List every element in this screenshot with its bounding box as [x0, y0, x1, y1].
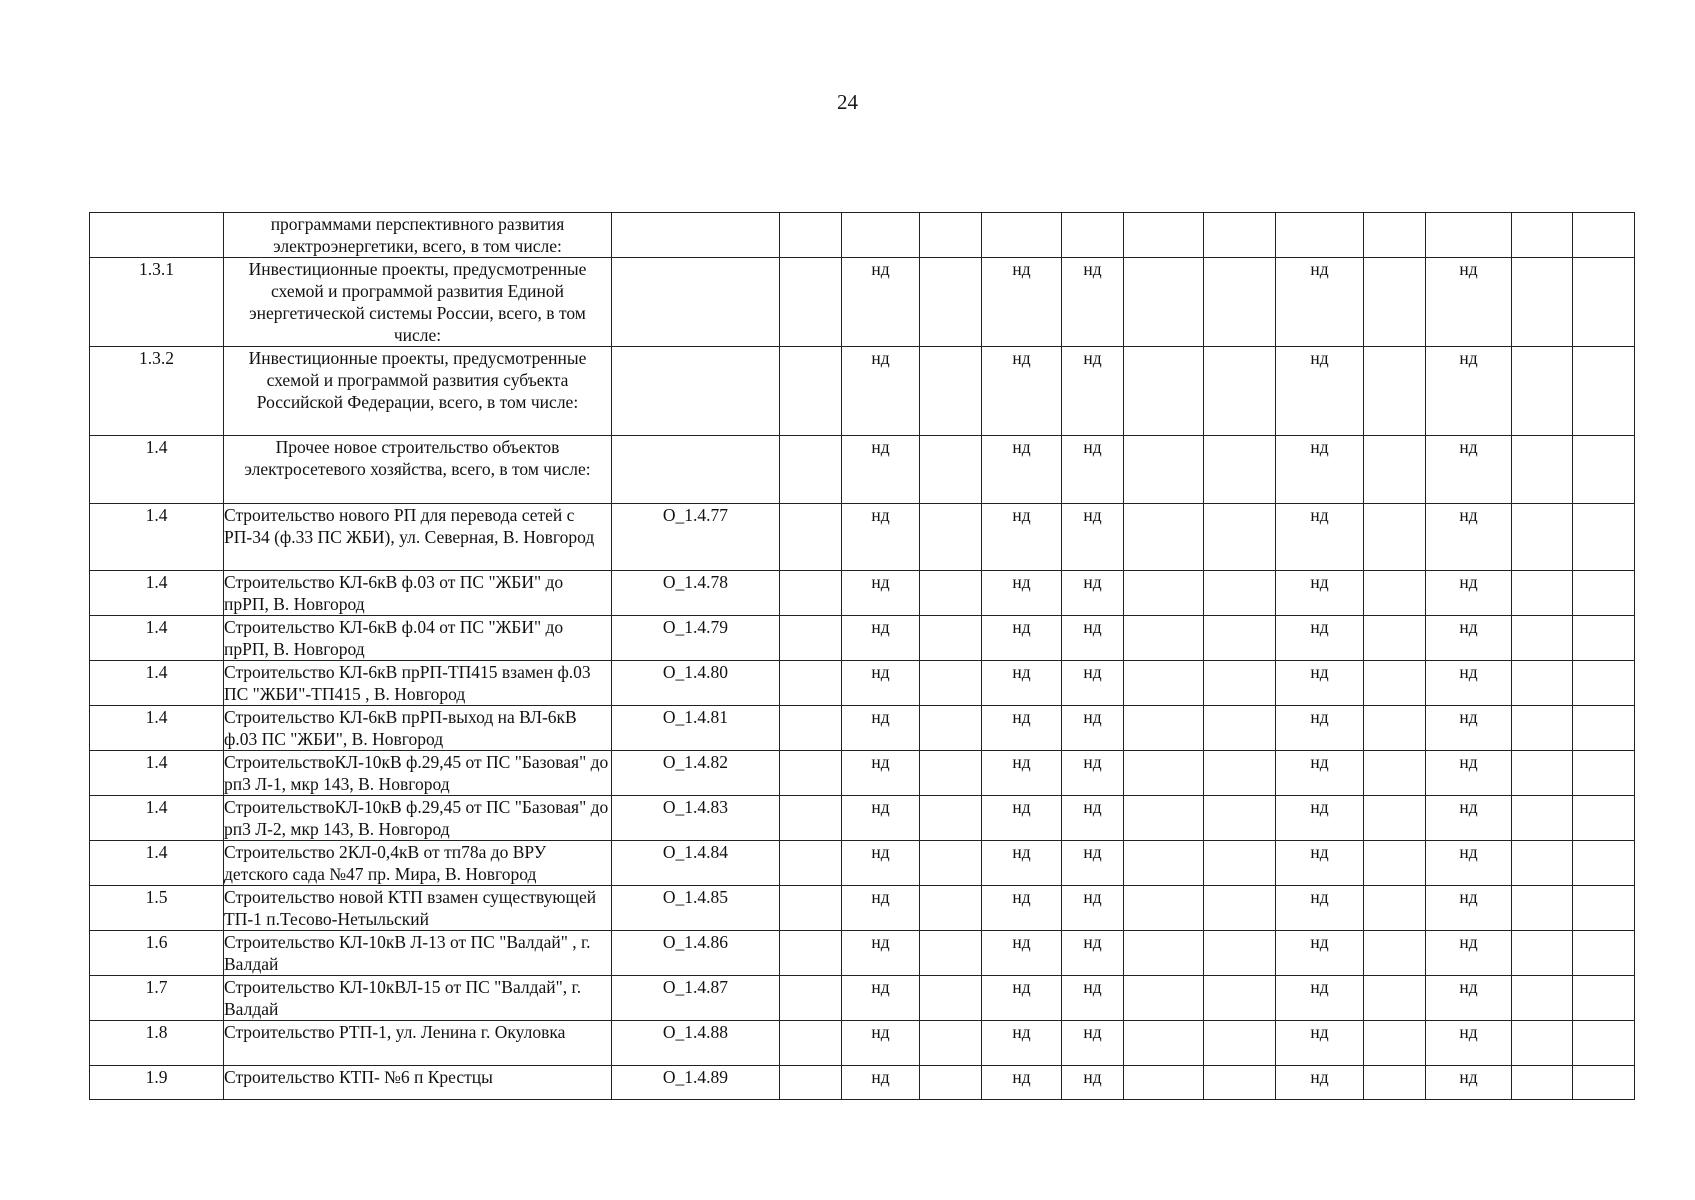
empty-cell — [982, 213, 1062, 258]
row-number-cell — [90, 706, 224, 751]
empty-cell — [1512, 706, 1573, 751]
nd-cell: нд — [1062, 571, 1124, 616]
empty-cell — [1573, 258, 1635, 347]
empty-cell — [920, 347, 982, 436]
row-number — [90, 213, 223, 214]
nd-cell: нд — [1276, 976, 1364, 1021]
empty-cell — [920, 436, 982, 504]
row-number-cell — [90, 571, 224, 616]
project-name: Строительство новой КТП взамен существующей ТП-1 п.Тесово-Нетыльский — [224, 886, 612, 931]
project-code — [612, 213, 780, 258]
empty-cell — [1512, 258, 1573, 347]
project-code: О_1.4.89 — [612, 1066, 780, 1100]
nd-cell: нд — [1426, 347, 1512, 436]
empty-cell — [1124, 504, 1204, 571]
nd-cell: нд — [842, 661, 920, 706]
table-row — [90, 841, 1635, 886]
nd-cell: нд — [1276, 571, 1364, 616]
empty-cell — [1204, 1021, 1276, 1066]
nd-cell: нд — [982, 661, 1062, 706]
nd-cell: нд — [1426, 616, 1512, 661]
project-code: О_1.4.78 — [612, 571, 780, 616]
empty-cell — [1204, 347, 1276, 436]
empty-cell — [1512, 571, 1573, 616]
nd-cell: нд — [1426, 886, 1512, 931]
empty-cell — [1512, 504, 1573, 571]
nd-cell: нд — [1276, 661, 1364, 706]
empty-cell — [920, 706, 982, 751]
empty-cell — [1364, 1021, 1426, 1066]
nd-cell: нд — [1062, 1066, 1124, 1100]
empty-cell — [780, 1066, 842, 1100]
nd-cell: нд — [1062, 976, 1124, 1021]
empty-cell — [1573, 436, 1635, 504]
empty-cell — [1364, 616, 1426, 661]
empty-cell — [1124, 796, 1204, 841]
table-row — [90, 571, 1635, 616]
empty-cell — [1512, 347, 1573, 436]
row-number: 1.8 — [145, 1022, 168, 1042]
table-row — [90, 886, 1635, 931]
empty-cell — [920, 661, 982, 706]
nd-cell: нд — [1276, 504, 1364, 571]
empty-cell — [1276, 213, 1364, 258]
row-number: 1.3.1 — [139, 259, 174, 279]
nd-cell: нд — [842, 347, 920, 436]
empty-cell — [920, 213, 982, 258]
empty-cell — [920, 886, 982, 931]
nd-cell: нд — [982, 571, 1062, 616]
nd-cell: нд — [1276, 751, 1364, 796]
row-number-cell — [90, 1066, 224, 1100]
empty-cell — [780, 931, 842, 976]
nd-cell: нд — [1426, 258, 1512, 347]
empty-cell — [1512, 436, 1573, 504]
empty-cell — [1124, 841, 1204, 886]
row-number: 1.4 — [145, 437, 168, 457]
nd-cell: нд — [982, 841, 1062, 886]
empty-cell — [1364, 504, 1426, 571]
empty-cell — [1124, 258, 1204, 347]
nd-cell: нд — [982, 706, 1062, 751]
empty-cell — [1512, 841, 1573, 886]
empty-cell — [1204, 841, 1276, 886]
empty-cell — [1124, 616, 1204, 661]
empty-cell — [780, 661, 842, 706]
nd-cell: нд — [842, 976, 920, 1021]
empty-cell — [1204, 886, 1276, 931]
empty-cell — [1573, 1021, 1635, 1066]
project-code: О_1.4.82 — [612, 751, 780, 796]
empty-cell — [1124, 1066, 1204, 1100]
table-body — [90, 213, 1635, 1100]
nd-cell: нд — [982, 931, 1062, 976]
empty-cell — [1573, 661, 1635, 706]
row-number: 1.4 — [145, 617, 168, 637]
table-row — [90, 213, 1635, 258]
nd-cell: нд — [1276, 706, 1364, 751]
nd-cell: нд — [1276, 886, 1364, 931]
nd-cell: нд — [982, 616, 1062, 661]
nd-cell: нд — [842, 571, 920, 616]
empty-cell — [1573, 347, 1635, 436]
page-number: 24 — [837, 90, 858, 114]
empty-cell — [780, 436, 842, 504]
empty-cell — [1512, 1021, 1573, 1066]
empty-cell — [1204, 931, 1276, 976]
nd-cell: нд — [1062, 841, 1124, 886]
table-row — [90, 616, 1635, 661]
empty-cell — [1204, 213, 1276, 258]
table-row — [90, 706, 1635, 751]
nd-cell: нд — [842, 886, 920, 931]
empty-cell — [920, 571, 982, 616]
empty-cell — [780, 976, 842, 1021]
empty-cell — [780, 616, 842, 661]
nd-cell: нд — [1276, 616, 1364, 661]
row-number-cell — [90, 1021, 224, 1066]
nd-cell: нд — [1426, 1021, 1512, 1066]
nd-cell: нд — [1062, 1021, 1124, 1066]
row-number: 1.4 — [145, 572, 168, 592]
nd-cell: нд — [1062, 661, 1124, 706]
empty-cell — [780, 347, 842, 436]
nd-cell: нд — [1426, 841, 1512, 886]
empty-cell — [1124, 347, 1204, 436]
row-number: 1.7 — [145, 977, 168, 997]
project-code: О_1.4.85 — [612, 886, 780, 931]
nd-cell: нд — [982, 796, 1062, 841]
nd-cell: нд — [1062, 436, 1124, 504]
table-row — [90, 1066, 1635, 1100]
empty-cell — [780, 213, 842, 258]
nd-cell: нд — [1062, 931, 1124, 976]
empty-cell — [780, 571, 842, 616]
nd-cell: нд — [1276, 436, 1364, 504]
project-name: программами перспективного развития электроэнергетики, всего, в том числе: — [224, 213, 612, 258]
empty-cell — [1124, 213, 1204, 258]
empty-cell — [1204, 1066, 1276, 1100]
empty-cell — [1124, 571, 1204, 616]
table-row — [90, 976, 1635, 1021]
empty-cell — [1124, 661, 1204, 706]
row-number-cell — [90, 931, 224, 976]
empty-cell — [1204, 258, 1276, 347]
project-code — [612, 258, 780, 347]
empty-cell — [1204, 661, 1276, 706]
nd-cell: нд — [1276, 347, 1364, 436]
empty-cell — [1573, 751, 1635, 796]
row-number: 1.6 — [145, 932, 168, 952]
table-row — [90, 796, 1635, 841]
row-number: 1.5 — [145, 887, 168, 907]
table-row — [90, 1021, 1635, 1066]
empty-cell — [1364, 571, 1426, 616]
table-row — [90, 661, 1635, 706]
project-code — [612, 347, 780, 436]
empty-cell — [1573, 706, 1635, 751]
empty-cell — [780, 886, 842, 931]
empty-cell — [842, 213, 920, 258]
nd-cell: нд — [1276, 1021, 1364, 1066]
nd-cell: нд — [842, 616, 920, 661]
empty-cell — [1364, 436, 1426, 504]
table-row — [90, 751, 1635, 796]
empty-cell — [1426, 213, 1512, 258]
nd-cell: нд — [842, 796, 920, 841]
empty-cell — [1204, 571, 1276, 616]
empty-cell — [920, 504, 982, 571]
empty-cell — [1124, 706, 1204, 751]
nd-cell: нд — [982, 436, 1062, 504]
empty-cell — [780, 706, 842, 751]
nd-cell: нд — [1062, 796, 1124, 841]
nd-cell: нд — [842, 931, 920, 976]
empty-cell — [920, 258, 982, 347]
empty-cell — [1364, 796, 1426, 841]
project-name: Строительство КЛ-10кВЛ-15 от ПС "Валдай", г. Валдай — [224, 976, 612, 1021]
empty-cell — [780, 258, 842, 347]
empty-cell — [920, 751, 982, 796]
nd-cell: нд — [842, 706, 920, 751]
nd-cell: нд — [1426, 706, 1512, 751]
empty-cell — [780, 796, 842, 841]
empty-cell — [1204, 976, 1276, 1021]
project-name: Инвестиционные проекты, предусмотренные схемой и программой развития субъекта Российской Федерации, всего, в том числе: — [224, 347, 612, 436]
empty-cell — [1512, 886, 1573, 931]
nd-cell: нд — [1062, 706, 1124, 751]
project-name: Строительство КЛ-6кВ ф.03 от ПС "ЖБИ" до прРП, В. Новгород — [224, 571, 612, 616]
nd-cell: нд — [1276, 258, 1364, 347]
nd-cell: нд — [1426, 796, 1512, 841]
investment-table — [89, 212, 1635, 1100]
empty-cell — [1512, 1066, 1573, 1100]
nd-cell: нд — [1062, 258, 1124, 347]
empty-cell — [1124, 886, 1204, 931]
table-row — [90, 347, 1635, 436]
nd-cell: нд — [1062, 616, 1124, 661]
empty-cell — [1364, 706, 1426, 751]
row-number-cell — [90, 504, 224, 571]
row-number: 1.9 — [145, 1067, 168, 1087]
empty-cell — [920, 976, 982, 1021]
empty-cell — [1124, 1021, 1204, 1066]
nd-cell: нд — [1426, 436, 1512, 504]
row-number-cell — [90, 436, 224, 504]
empty-cell — [1573, 886, 1635, 931]
nd-cell: нд — [982, 347, 1062, 436]
row-number-cell — [90, 616, 224, 661]
empty-cell — [1573, 796, 1635, 841]
project-name: Строительство КЛ-6кВ ф.04 от ПС "ЖБИ" до прРП, В. Новгород — [224, 616, 612, 661]
empty-cell — [1364, 1066, 1426, 1100]
nd-cell: нд — [982, 504, 1062, 571]
empty-cell — [1573, 571, 1635, 616]
row-number: 1.4 — [145, 707, 168, 727]
empty-cell — [1062, 213, 1124, 258]
project-code: О_1.4.86 — [612, 931, 780, 976]
row-number: 1.4 — [145, 662, 168, 682]
empty-cell — [920, 616, 982, 661]
project-code: О_1.4.84 — [612, 841, 780, 886]
nd-cell: нд — [1062, 347, 1124, 436]
row-number: 1.4 — [145, 797, 168, 817]
nd-cell: нд — [1426, 504, 1512, 571]
empty-cell — [1364, 976, 1426, 1021]
project-code: О_1.4.88 — [612, 1021, 780, 1066]
nd-cell: нд — [1276, 841, 1364, 886]
empty-cell — [1204, 751, 1276, 796]
project-name: СтроительствоКЛ-10кВ ф.29,45 от ПС "Базовая" до рп3 Л-2, мкр 143, В. Новгород — [224, 796, 612, 841]
empty-cell — [1512, 751, 1573, 796]
empty-cell — [780, 751, 842, 796]
project-code: О_1.4.87 — [612, 976, 780, 1021]
nd-cell: нд — [982, 976, 1062, 1021]
empty-cell — [1573, 504, 1635, 571]
nd-cell: нд — [1276, 931, 1364, 976]
row-number-cell — [90, 751, 224, 796]
empty-cell — [1573, 213, 1635, 258]
nd-cell: нд — [842, 1021, 920, 1066]
nd-cell: нд — [842, 751, 920, 796]
project-name: СтроительствоКЛ-10кВ ф.29,45 от ПС "Базовая" до рп3 Л-1, мкр 143, В. Новгород — [224, 751, 612, 796]
empty-cell — [780, 504, 842, 571]
empty-cell — [1124, 751, 1204, 796]
project-code: О_1.4.81 — [612, 706, 780, 751]
nd-cell: нд — [982, 258, 1062, 347]
empty-cell — [1573, 976, 1635, 1021]
row-number-cell — [90, 796, 224, 841]
empty-cell — [1124, 436, 1204, 504]
empty-cell — [1364, 347, 1426, 436]
row-number: 1.4 — [145, 842, 168, 862]
nd-cell: нд — [842, 258, 920, 347]
nd-cell: нд — [842, 504, 920, 571]
nd-cell: нд — [982, 1021, 1062, 1066]
empty-cell — [1204, 706, 1276, 751]
nd-cell: нд — [842, 436, 920, 504]
empty-cell — [1124, 976, 1204, 1021]
empty-cell — [1124, 931, 1204, 976]
row-number-cell — [90, 976, 224, 1021]
project-code: О_1.4.80 — [612, 661, 780, 706]
project-code: О_1.4.77 — [612, 504, 780, 571]
row-number-cell — [90, 886, 224, 931]
empty-cell — [1512, 796, 1573, 841]
empty-cell — [1573, 841, 1635, 886]
nd-cell: нд — [842, 1066, 920, 1100]
empty-cell — [1364, 931, 1426, 976]
empty-cell — [920, 841, 982, 886]
project-name: Строительство КЛ-6кВ прРП-ТП415 взамен ф.03 ПС "ЖБИ"-ТП415 , В. Новгород — [224, 661, 612, 706]
nd-cell: нд — [1426, 1066, 1512, 1100]
project-name: Строительство КТП- №6 п Крестцы — [224, 1066, 612, 1100]
empty-cell — [1573, 931, 1635, 976]
nd-cell: нд — [1426, 976, 1512, 1021]
nd-cell: нд — [1426, 571, 1512, 616]
empty-cell — [1512, 213, 1573, 258]
project-name: Прочее новое строительство объектов электросетевого хозяйства, всего, в том числе: — [224, 436, 612, 504]
nd-cell: нд — [1276, 796, 1364, 841]
nd-cell: нд — [1062, 504, 1124, 571]
empty-cell — [1204, 436, 1276, 504]
empty-cell — [920, 931, 982, 976]
row-number: 1.4 — [145, 505, 168, 525]
project-code: О_1.4.83 — [612, 796, 780, 841]
empty-cell — [1512, 976, 1573, 1021]
empty-cell — [1364, 751, 1426, 796]
empty-cell — [920, 796, 982, 841]
project-name: Инвестиционные проекты, предусмотренные схемой и программой развития Единой энергетической системы России, всего, в том числе: — [224, 258, 612, 347]
empty-cell — [780, 1021, 842, 1066]
project-code: О_1.4.79 — [612, 616, 780, 661]
empty-cell — [1204, 796, 1276, 841]
empty-cell — [1204, 504, 1276, 571]
empty-cell — [1512, 931, 1573, 976]
row-number: 1.3.2 — [139, 348, 174, 368]
row-number-cell — [90, 661, 224, 706]
empty-cell — [1364, 661, 1426, 706]
empty-cell — [920, 1021, 982, 1066]
project-name: Строительство РТП-1, ул. Ленина г. Окуловка — [224, 1021, 612, 1066]
empty-cell — [1364, 886, 1426, 931]
table-row — [90, 931, 1635, 976]
empty-cell — [1573, 1066, 1635, 1100]
empty-cell — [1364, 213, 1426, 258]
nd-cell: нд — [982, 751, 1062, 796]
nd-cell: нд — [1426, 931, 1512, 976]
empty-cell — [1364, 841, 1426, 886]
nd-cell: нд — [842, 841, 920, 886]
empty-cell — [1364, 258, 1426, 347]
nd-cell: нд — [1426, 751, 1512, 796]
nd-cell: нд — [982, 1066, 1062, 1100]
empty-cell — [920, 1066, 982, 1100]
table-row — [90, 436, 1635, 504]
empty-cell — [1512, 661, 1573, 706]
empty-cell — [780, 841, 842, 886]
nd-cell: нд — [1426, 661, 1512, 706]
row-number-cell — [90, 258, 224, 347]
row-number-cell — [90, 841, 224, 886]
nd-cell: нд — [1276, 1066, 1364, 1100]
project-name: Строительство КЛ-6кВ прРП-выход на ВЛ-6кВ ф.03 ПС "ЖБИ", В. Новгород — [224, 706, 612, 751]
project-name: Строительство КЛ-10кВ Л-13 от ПС "Валдай" , г. Валдай — [224, 931, 612, 976]
project-name: Строительство нового РП для перевода сетей с РП-34 (ф.33 ПС ЖБИ), ул. Северная, В. Новгород — [224, 504, 612, 571]
nd-cell: нд — [982, 886, 1062, 931]
nd-cell: нд — [1062, 886, 1124, 931]
empty-cell — [1512, 616, 1573, 661]
project-code — [612, 436, 780, 504]
row-number-cell — [90, 347, 224, 436]
row-number: 1.4 — [145, 752, 168, 772]
table-row — [90, 258, 1635, 347]
nd-cell: нд — [1062, 751, 1124, 796]
empty-cell — [1573, 616, 1635, 661]
table-row — [90, 504, 1635, 571]
row-number-cell — [90, 213, 224, 258]
empty-cell — [1204, 616, 1276, 661]
project-name: Строительство 2КЛ-0,4кВ от тп78а до ВРУ детского сада №47 пр. Мира, В. Новгород — [224, 841, 612, 886]
